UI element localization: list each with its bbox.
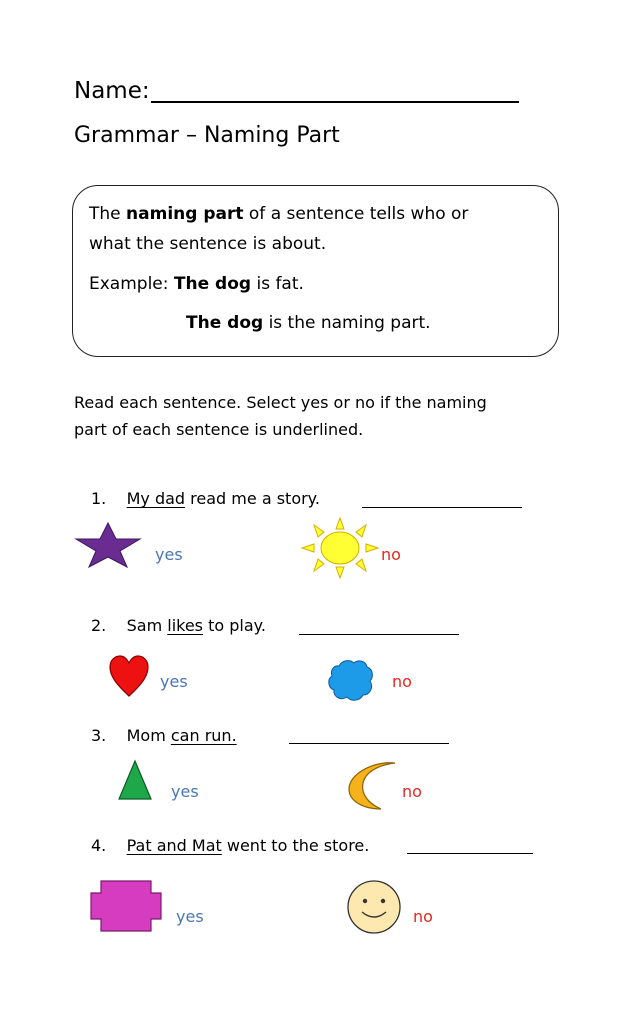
no-option-3[interactable] <box>345 761 397 811</box>
definition-bold-term: naming part <box>126 204 244 224</box>
no-option-4[interactable] <box>345 878 403 936</box>
example-bold: The dog <box>173 274 252 294</box>
triangle-icon[interactable] <box>117 759 153 801</box>
instructions <box>74 389 534 443</box>
yes-label-2[interactable]: yes <box>160 672 188 691</box>
answer-line-2[interactable] <box>299 634 459 635</box>
sentence-text: read me a story. <box>185 489 320 508</box>
instructions-line-1: Read each sentence. Select yes or no if the naming <box>74 393 487 412</box>
yes-label-3[interactable]: yes <box>171 782 199 801</box>
cross-shape-icon[interactable] <box>89 879 163 933</box>
definition-text: of a sentence tells who or <box>243 204 469 224</box>
answer-line-4[interactable] <box>407 853 533 854</box>
sun-icon[interactable] <box>300 517 380 579</box>
yes-option-4[interactable] <box>89 879 163 933</box>
page-title: Grammar – Naming Part <box>74 123 340 148</box>
no-label-2[interactable]: no <box>392 672 412 691</box>
no-option-2[interactable] <box>327 657 375 703</box>
question-4 <box>91 835 369 857</box>
underlined-part: My dad <box>126 489 186 508</box>
star-icon[interactable] <box>74 521 142 569</box>
question-number: 1. <box>91 489 107 508</box>
question-1 <box>91 488 320 510</box>
yes-label-1[interactable]: yes <box>155 545 183 564</box>
smiley-icon[interactable] <box>345 878 403 936</box>
question-number: 4. <box>91 836 107 855</box>
yes-option-3[interactable] <box>117 759 153 801</box>
underlined-part: can run. <box>170 726 237 745</box>
moon-icon[interactable] <box>345 761 397 811</box>
yes-option-2[interactable] <box>108 654 150 698</box>
example-text: is fat. <box>251 274 304 294</box>
no-option-1[interactable] <box>300 517 380 579</box>
cloud-icon[interactable] <box>327 657 375 703</box>
definition-line-1 <box>89 202 468 226</box>
question-number: 3. <box>91 726 107 745</box>
sentence-text: Sam <box>126 616 168 635</box>
question-2 <box>91 615 266 637</box>
question-number: 2. <box>91 616 107 635</box>
instructions-line-2: part of each sentence is underlined. <box>74 420 364 439</box>
name-label: Name: <box>74 78 150 104</box>
underlined-part: likes <box>167 616 204 635</box>
example-label: Example: <box>89 274 174 294</box>
sentence-text: went to the store. <box>221 836 370 855</box>
name-field-line[interactable] <box>151 101 519 103</box>
example-line <box>89 272 304 296</box>
answer-line-1[interactable] <box>362 507 522 508</box>
definition-text: The <box>89 204 127 224</box>
yes-option-1[interactable] <box>74 521 142 569</box>
sentence-text: to play. <box>203 616 266 635</box>
heart-icon[interactable] <box>108 654 150 698</box>
no-label-3[interactable]: no <box>402 782 422 801</box>
no-label-4[interactable]: no <box>413 907 433 926</box>
explanation-text: is the naming part. <box>263 313 431 333</box>
underlined-part: Pat and Mat <box>126 836 222 855</box>
explanation-line <box>186 311 431 335</box>
sentence-text: Mom <box>126 726 171 745</box>
answer-line-3[interactable] <box>289 743 449 744</box>
definition-line-2: what the sentence is about. <box>89 234 327 254</box>
no-label-1[interactable]: no <box>381 545 401 564</box>
question-3 <box>91 725 237 747</box>
yes-label-4[interactable]: yes <box>176 907 204 926</box>
explanation-bold: The dog <box>186 313 264 333</box>
